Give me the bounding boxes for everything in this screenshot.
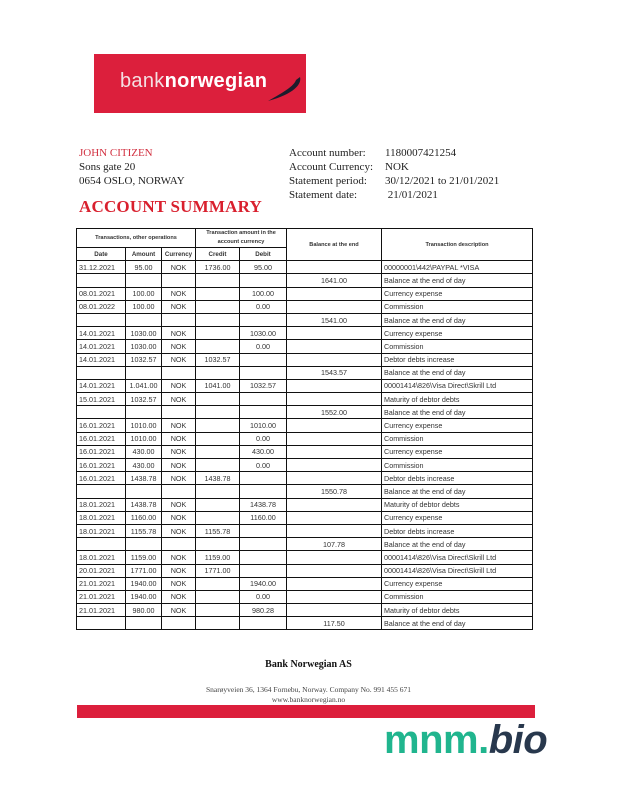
- cell-date: 18.01.2021: [77, 524, 126, 537]
- cell-credit: [196, 617, 240, 630]
- cell-currency: [162, 406, 196, 419]
- watermark-part2: bio: [488, 718, 548, 762]
- cell-amount: 1940.00: [126, 577, 162, 590]
- footer-company: Bank Norwegian AS: [265, 659, 352, 670]
- cell-credit: [196, 604, 240, 617]
- account-number-label: Account number:: [289, 147, 366, 159]
- cell-credit: 1736.00: [196, 261, 240, 274]
- cell-debit: 1438.78: [240, 498, 287, 511]
- table-row: [77, 287, 533, 300]
- cell-amount: 430.00: [126, 459, 162, 472]
- cell-amount: 1032.57: [126, 353, 162, 366]
- cell-balance: 1543.57: [287, 366, 382, 379]
- cell-date: 18.01.2021: [77, 498, 126, 511]
- cell-debit: 0.00: [240, 590, 287, 603]
- cell-currency: NOK: [162, 432, 196, 445]
- cell-amount: [126, 406, 162, 419]
- cell-debit: 100.00: [240, 287, 287, 300]
- cell-amount: 100.00: [126, 300, 162, 313]
- cell-debit: 1940.00: [240, 577, 287, 590]
- cell-debit: 980.28: [240, 604, 287, 617]
- cell-date: [77, 485, 126, 498]
- col-amount: Amount: [126, 248, 162, 261]
- cell-currency: NOK: [162, 551, 196, 564]
- cell-description: Balance at the end of day: [382, 485, 533, 498]
- cell-debit: 1030.00: [240, 327, 287, 340]
- cell-description: 00001414\826\Visa Direct\Skrill Ltd: [382, 551, 533, 564]
- cell-amount: [126, 485, 162, 498]
- cell-credit: [196, 538, 240, 551]
- cell-currency: NOK: [162, 261, 196, 274]
- cell-debit: 0.00: [240, 459, 287, 472]
- cell-amount: [126, 313, 162, 326]
- cell-debit: [240, 274, 287, 287]
- cell-balance: [287, 287, 382, 300]
- cell-credit: [196, 511, 240, 524]
- cell-balance: [287, 353, 382, 366]
- table-row: [77, 524, 533, 537]
- cell-credit: [196, 393, 240, 406]
- cell-debit: [240, 485, 287, 498]
- cell-currency: NOK: [162, 604, 196, 617]
- cell-description: Commission: [382, 432, 533, 445]
- statement-period-row: [289, 174, 499, 188]
- cell-amount: 430.00: [126, 445, 162, 458]
- cell-amount: [126, 538, 162, 551]
- cell-amount: 1010.00: [126, 432, 162, 445]
- cell-date: 08.01.2022: [77, 300, 126, 313]
- transactions-body: [77, 261, 533, 630]
- cell-date: 15.01.2021: [77, 393, 126, 406]
- table-row: [77, 432, 533, 445]
- cell-debit: [240, 393, 287, 406]
- cell-credit: [196, 419, 240, 432]
- balance-row: [77, 313, 533, 326]
- cell-debit: [240, 564, 287, 577]
- cell-balance: [287, 445, 382, 458]
- cell-description: 00001414\826\Visa Direct\Skrill Ltd: [382, 564, 533, 577]
- cell-credit: [196, 459, 240, 472]
- cell-date: 21.01.2021: [77, 577, 126, 590]
- statement-date-label: Statement date:: [289, 189, 358, 201]
- table-row: [77, 459, 533, 472]
- cell-amount: 1159.00: [126, 551, 162, 564]
- cell-currency: NOK: [162, 300, 196, 313]
- cell-amount: 100.00: [126, 287, 162, 300]
- cell-debit: 1032.57: [240, 379, 287, 392]
- cell-date: 21.01.2021: [77, 604, 126, 617]
- cell-amount: 1030.00: [126, 327, 162, 340]
- cell-balance: [287, 261, 382, 274]
- cell-debit: [240, 472, 287, 485]
- cell-description: Currency expense: [382, 445, 533, 458]
- table-row: [77, 261, 533, 274]
- bank-logo: [94, 54, 306, 113]
- balance-row: [77, 274, 533, 287]
- cell-date: 14.01.2021: [77, 340, 126, 353]
- account-currency-value: NOK: [385, 161, 409, 173]
- cell-credit: [196, 327, 240, 340]
- account-details: [289, 146, 499, 202]
- cell-debit: 0.00: [240, 340, 287, 353]
- table-row: [77, 511, 533, 524]
- cell-debit: [240, 406, 287, 419]
- cell-amount: 1438.78: [126, 472, 162, 485]
- cell-balance: [287, 459, 382, 472]
- cell-debit: [240, 353, 287, 366]
- cell-date: 21.01.2021: [77, 590, 126, 603]
- logo-text-bold: norwegian: [164, 70, 268, 92]
- cell-currency: [162, 366, 196, 379]
- cell-balance: [287, 300, 382, 313]
- table-row: [77, 393, 533, 406]
- cell-balance: [287, 511, 382, 524]
- account-number-row: [289, 146, 499, 160]
- table-row: [77, 551, 533, 564]
- statement-period-value: 30/12/2021 to 21/01/2021: [385, 175, 500, 187]
- statement-period-label: Statement period:: [289, 175, 367, 187]
- cell-currency: [162, 274, 196, 287]
- cell-description: Currency expense: [382, 419, 533, 432]
- cell-description: Maturity of debtor debts: [382, 604, 533, 617]
- cell-balance: 1550.78: [287, 485, 382, 498]
- cell-description: Currency expense: [382, 287, 533, 300]
- cell-date: [77, 617, 126, 630]
- cell-balance: 107.78: [287, 538, 382, 551]
- cell-currency: NOK: [162, 498, 196, 511]
- cell-debit: 1010.00: [240, 419, 287, 432]
- cell-date: 16.01.2021: [77, 419, 126, 432]
- cell-debit: [240, 313, 287, 326]
- balance-row: [77, 617, 533, 630]
- cell-balance: [287, 551, 382, 564]
- cell-credit: [196, 366, 240, 379]
- cell-description: Commission: [382, 300, 533, 313]
- cell-debit: [240, 524, 287, 537]
- cell-amount: 1010.00: [126, 419, 162, 432]
- cell-balance: [287, 524, 382, 537]
- cell-credit: [196, 287, 240, 300]
- cell-amount: [126, 274, 162, 287]
- cell-currency: NOK: [162, 419, 196, 432]
- statement-date-row: [289, 188, 499, 202]
- footer-bar: [77, 705, 535, 718]
- cell-currency: NOK: [162, 287, 196, 300]
- cell-date: [77, 538, 126, 551]
- cell-balance: [287, 419, 382, 432]
- cell-amount: [126, 617, 162, 630]
- cell-description: Balance at the end of day: [382, 274, 533, 287]
- cell-credit: [196, 406, 240, 419]
- cell-date: 18.01.2021: [77, 511, 126, 524]
- cell-currency: NOK: [162, 459, 196, 472]
- cell-amount: 1155.78: [126, 524, 162, 537]
- cell-credit: [196, 432, 240, 445]
- balance-row: [77, 538, 533, 551]
- cell-credit: [196, 445, 240, 458]
- cell-date: 18.01.2021: [77, 551, 126, 564]
- cell-date: 20.01.2021: [77, 564, 126, 577]
- cell-balance: 1641.00: [287, 274, 382, 287]
- table-row: [77, 445, 533, 458]
- cell-credit: 1771.00: [196, 564, 240, 577]
- cell-balance: [287, 498, 382, 511]
- cell-debit: 95.00: [240, 261, 287, 274]
- cell-description: Debtor debts increase: [382, 524, 533, 537]
- cell-balance: [287, 577, 382, 590]
- cell-description: Debtor debts increase: [382, 353, 533, 366]
- cell-debit: [240, 538, 287, 551]
- cell-balance: [287, 327, 382, 340]
- cell-amount: 1160.00: [126, 511, 162, 524]
- cell-amount: 1032.57: [126, 393, 162, 406]
- cell-balance: [287, 432, 382, 445]
- cell-amount: 980.00: [126, 604, 162, 617]
- cell-description: Balance at the end of day: [382, 406, 533, 419]
- cell-balance: [287, 604, 382, 617]
- cell-currency: NOK: [162, 379, 196, 392]
- cell-credit: [196, 313, 240, 326]
- footer-address: Snarøyveien 36, 1364 Fornebu, Norway. Company No. 991 455 671: [205, 685, 412, 694]
- watermark-part1: mnm.: [384, 718, 489, 762]
- cell-credit: [196, 590, 240, 603]
- cell-amount: 95.00: [126, 261, 162, 274]
- account-number-value: 1180007421254: [385, 147, 457, 159]
- cell-credit: [196, 300, 240, 313]
- cell-credit: 1032.57: [196, 353, 240, 366]
- cell-credit: 1041.00: [196, 379, 240, 392]
- cell-balance: [287, 564, 382, 577]
- balance-row: [77, 485, 533, 498]
- cell-balance: [287, 393, 382, 406]
- cell-description: Maturity of debtor debts: [382, 498, 533, 511]
- table-row: [77, 472, 533, 485]
- cell-credit: [196, 340, 240, 353]
- balance-row: [77, 366, 533, 379]
- cell-description: Balance at the end of day: [382, 538, 533, 551]
- page-title: ACCOUNT SUMMARY: [79, 197, 262, 216]
- cell-description: Debtor debts increase: [382, 472, 533, 485]
- cell-credit: 1438.78: [196, 472, 240, 485]
- cell-credit: [196, 274, 240, 287]
- cell-description: 00001414\826\Visa Direct\Skrill Ltd: [382, 379, 533, 392]
- col-debit: Debit: [240, 248, 287, 261]
- cell-credit: 1159.00: [196, 551, 240, 564]
- cell-date: 31.12.2021: [77, 261, 126, 274]
- cell-credit: [196, 485, 240, 498]
- cell-date: 08.01.2021: [77, 287, 126, 300]
- cell-debit: [240, 617, 287, 630]
- cell-description: Balance at the end of day: [382, 313, 533, 326]
- cell-description: Currency expense: [382, 577, 533, 590]
- logo-text-light: bank: [120, 70, 165, 92]
- watermark: [384, 718, 547, 763]
- cell-amount: 1771.00: [126, 564, 162, 577]
- cell-currency: [162, 538, 196, 551]
- cell-balance: [287, 340, 382, 353]
- table-row: [77, 577, 533, 590]
- cell-currency: NOK: [162, 393, 196, 406]
- cell-amount: 1438.78: [126, 498, 162, 511]
- table-row: [77, 498, 533, 511]
- logo-wordmark: [120, 70, 267, 93]
- cell-date: [77, 274, 126, 287]
- cell-amount: 1940.00: [126, 590, 162, 603]
- transactions-table: [76, 228, 533, 630]
- table-row: [77, 419, 533, 432]
- header-balance: Balance at the end: [287, 229, 382, 261]
- table-row: [77, 327, 533, 340]
- cell-description: Commission: [382, 590, 533, 603]
- cell-debit: 0.00: [240, 432, 287, 445]
- cell-balance: [287, 590, 382, 603]
- cell-debit: [240, 551, 287, 564]
- customer-street: Sons gate 20: [79, 161, 136, 173]
- cell-description: Balance at the end of day: [382, 617, 533, 630]
- cell-date: 14.01.2021: [77, 379, 126, 392]
- header-transactions: Transactions, other operations: [77, 229, 196, 248]
- cell-currency: NOK: [162, 445, 196, 458]
- cell-amount: [126, 366, 162, 379]
- cell-debit: 1160.00: [240, 511, 287, 524]
- cell-description: 00000001\442\PAYPAL *VISA: [382, 261, 533, 274]
- swoosh-icon: [254, 74, 304, 104]
- cell-description: Commission: [382, 340, 533, 353]
- cell-date: [77, 406, 126, 419]
- cell-currency: [162, 617, 196, 630]
- cell-description: Commission: [382, 459, 533, 472]
- cell-date: [77, 313, 126, 326]
- cell-currency: NOK: [162, 327, 196, 340]
- cell-currency: NOK: [162, 340, 196, 353]
- cell-date: 16.01.2021: [77, 459, 126, 472]
- cell-description: Balance at the end of day: [382, 366, 533, 379]
- cell-balance: 1552.00: [287, 406, 382, 419]
- footer-website: www.banknorwegian.no: [271, 695, 346, 704]
- footer-address-block: [0, 685, 617, 705]
- cell-description: Maturity of debtor debts: [382, 393, 533, 406]
- account-currency-label: Account Currency:: [289, 161, 373, 173]
- cell-date: 16.01.2021: [77, 432, 126, 445]
- cell-date: 14.01.2021: [77, 327, 126, 340]
- cell-credit: [196, 577, 240, 590]
- table-row: [77, 300, 533, 313]
- cell-credit: 1155.78: [196, 524, 240, 537]
- cell-amount: 1.041.00: [126, 379, 162, 392]
- cell-currency: NOK: [162, 511, 196, 524]
- cell-currency: [162, 485, 196, 498]
- cell-balance: [287, 472, 382, 485]
- col-currency: Currency: [162, 248, 196, 261]
- cell-currency: NOK: [162, 577, 196, 590]
- cell-currency: NOK: [162, 472, 196, 485]
- statement-date-value: 21/01/2021: [385, 189, 438, 201]
- cell-balance: [287, 379, 382, 392]
- header-amount-group: Transaction amount in the account currency: [196, 229, 287, 248]
- table-row: [77, 564, 533, 577]
- table-row: [77, 340, 533, 353]
- account-currency-row: [289, 160, 499, 174]
- cell-credit: [196, 498, 240, 511]
- cell-currency: NOK: [162, 353, 196, 366]
- cell-debit: 430.00: [240, 445, 287, 458]
- cell-balance: 117.50: [287, 617, 382, 630]
- header-description: Transaction description: [382, 229, 533, 261]
- table-row: [77, 604, 533, 617]
- cell-debit: 0.00: [240, 300, 287, 313]
- cell-date: [77, 366, 126, 379]
- customer-city: 0654 OSLO, NORWAY: [79, 175, 185, 187]
- table-row: [77, 379, 533, 392]
- cell-amount: 1030.00: [126, 340, 162, 353]
- cell-currency: [162, 313, 196, 326]
- cell-balance: 1541.00: [287, 313, 382, 326]
- table-row: [77, 353, 533, 366]
- cell-description: Currency expense: [382, 511, 533, 524]
- balance-row: [77, 406, 533, 419]
- col-credit: Credit: [196, 248, 240, 261]
- table-row: [77, 590, 533, 603]
- cell-currency: NOK: [162, 564, 196, 577]
- customer-address: [79, 146, 185, 188]
- col-date: Date: [77, 248, 126, 261]
- cell-date: 16.01.2021: [77, 472, 126, 485]
- cell-date: 14.01.2021: [77, 353, 126, 366]
- cell-currency: NOK: [162, 590, 196, 603]
- cell-description: Currency expense: [382, 327, 533, 340]
- cell-date: 16.01.2021: [77, 445, 126, 458]
- cell-currency: NOK: [162, 524, 196, 537]
- cell-debit: [240, 366, 287, 379]
- customer-name: JOHN CITIZEN: [79, 147, 153, 159]
